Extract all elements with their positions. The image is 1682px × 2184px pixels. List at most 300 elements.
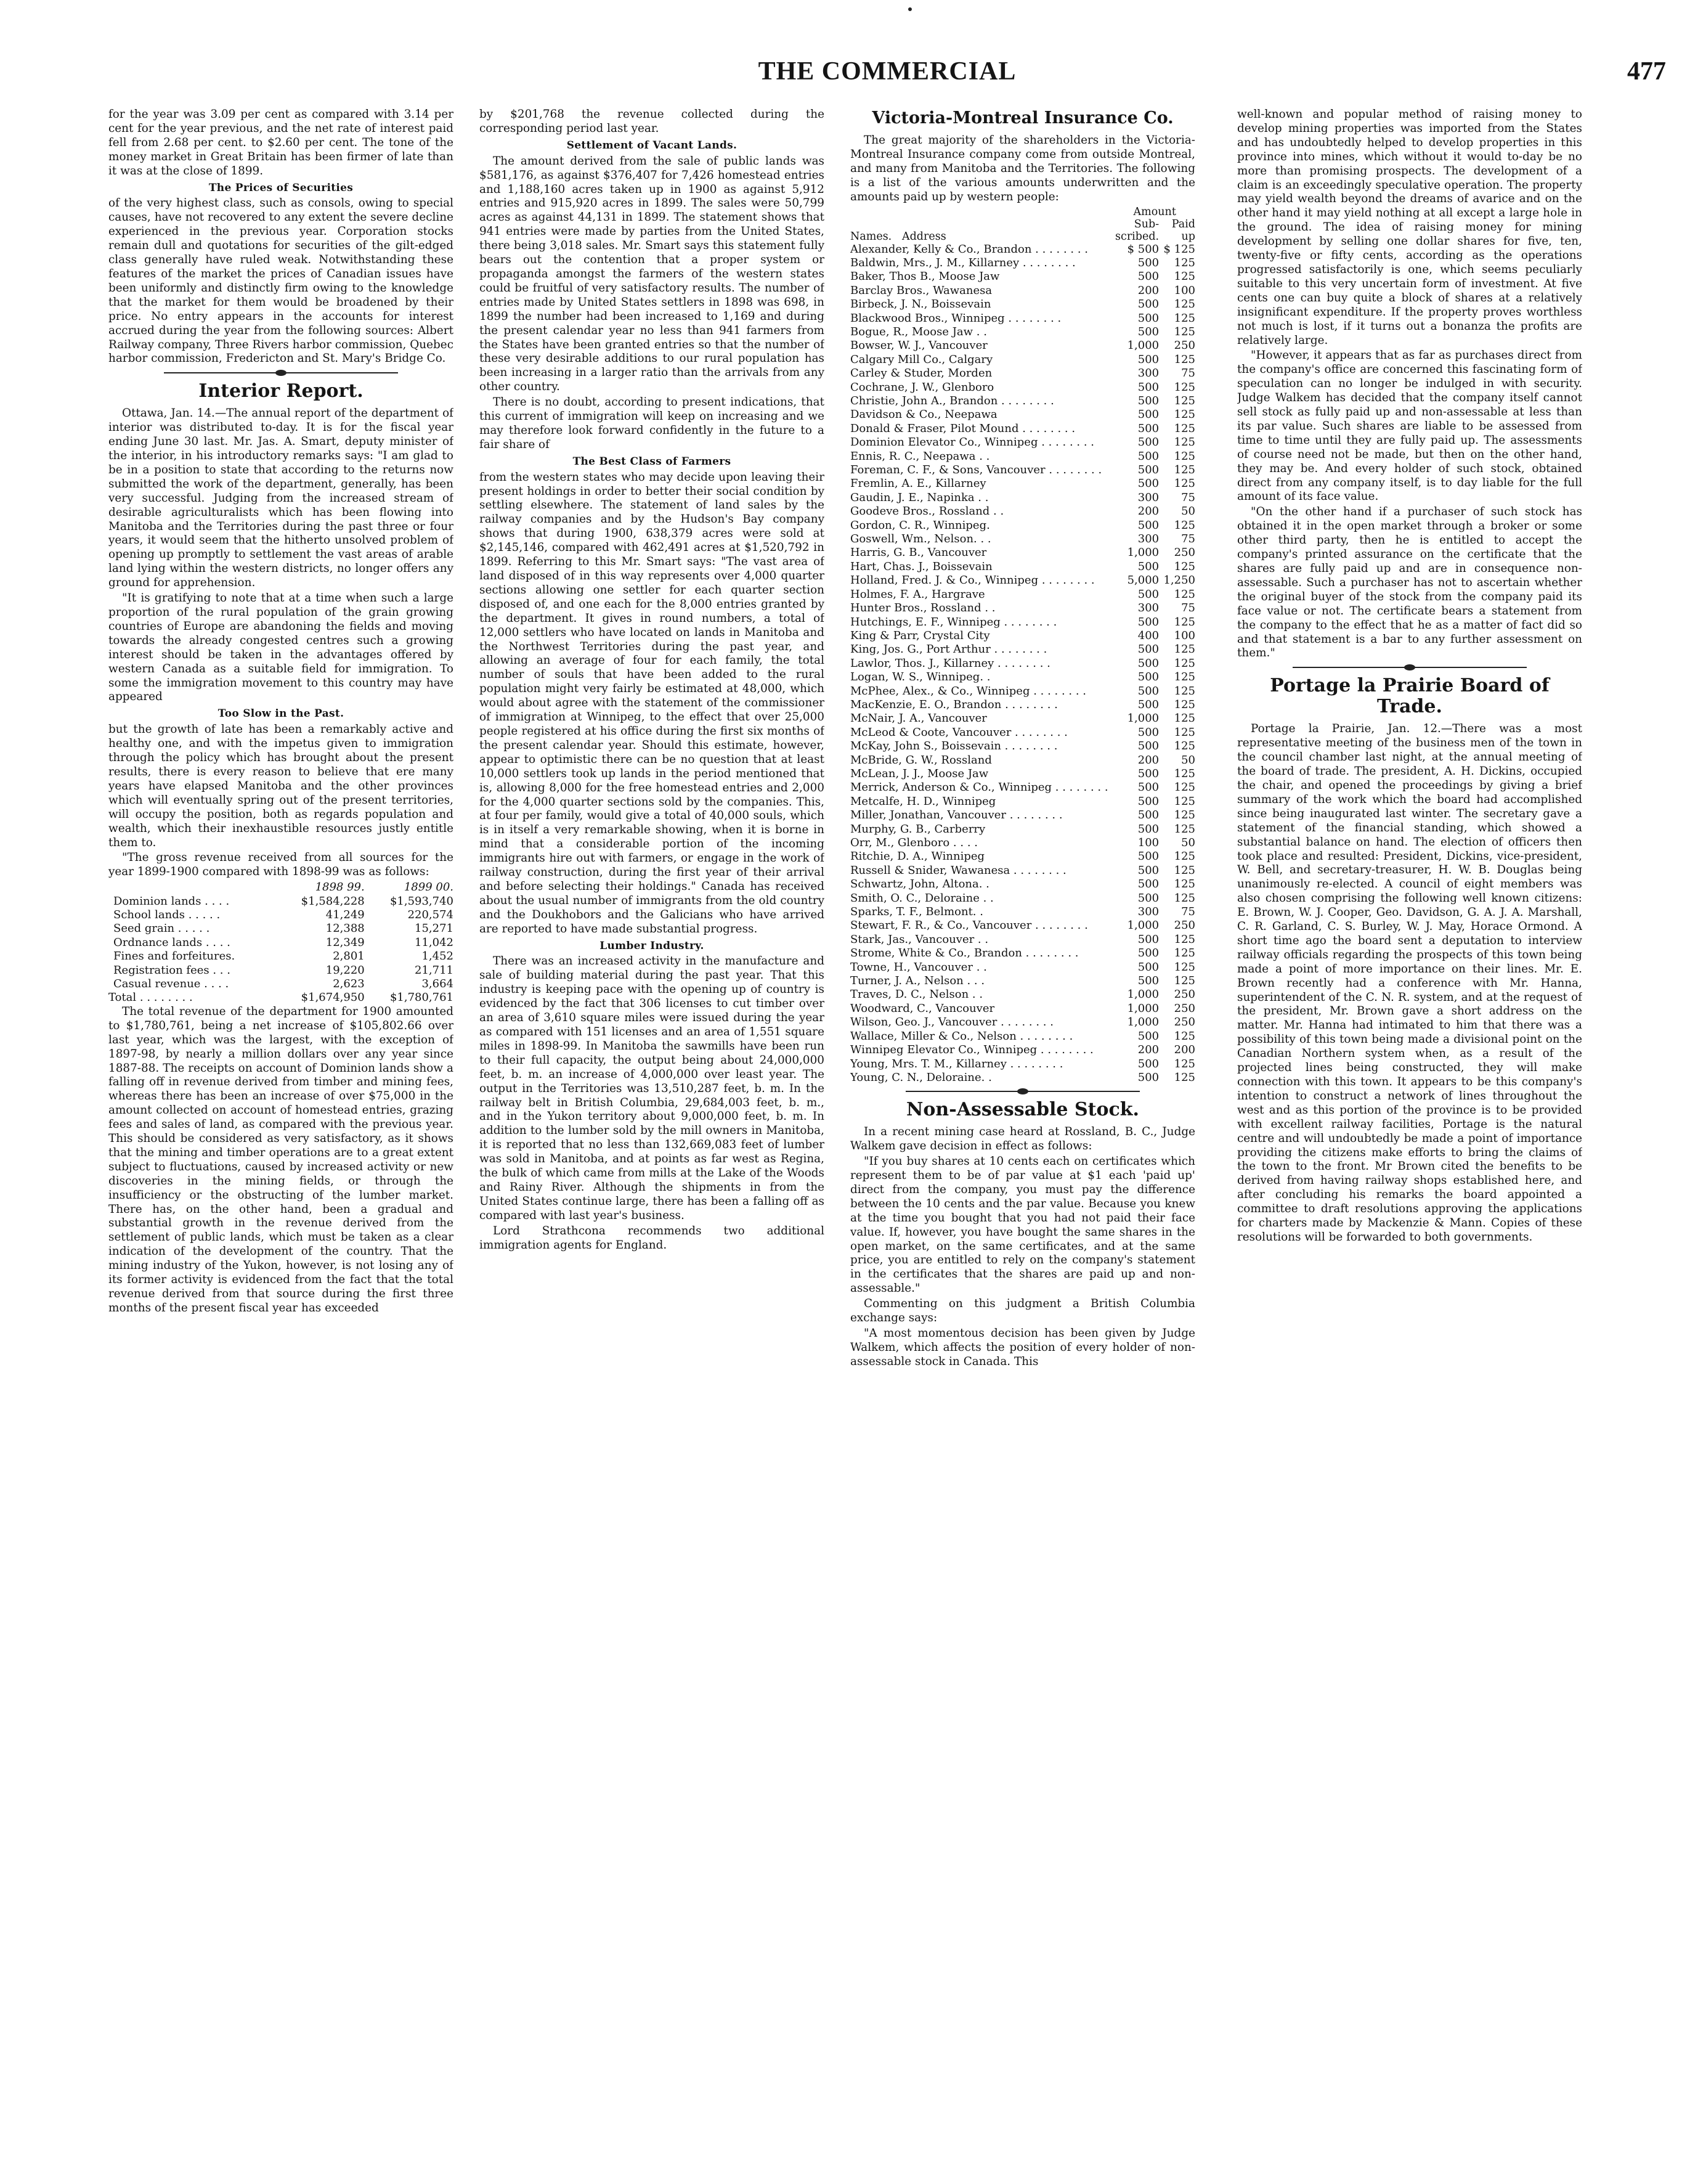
paid-up-amount: 125	[1174, 560, 1195, 573]
shareholder-name: Baldwin, Mrs., J. M., Killarney . . . . . . . .	[850, 256, 1076, 269]
paragraph: Portage la Prairie, Jan. 12.—There was a most representative meeting of the business men of the town in the council chamber last night, at the annual meeting of the board of trade. The president, A. H. Dickins, occupied the chair, and opened the proceedings by giving a brief summary of the work which the board had accomplished since being inaugurated last winter. The secretary gave a statement of the financial standing, which showed a substantial balance on hand. The election of officers then took place and resulted: President, Dickins, vice-president, W. Bell, and secretary-treasurer, H. W. B. Douglas being unanimously re-elected. A council of eight members was also chosen comprising the following well known citizens: E. Brown, W. J. Cooper, Geo. Davidson, G. A. J. A. Marshall, C. R. Garland, C. S. Burley, W. J. May, Horace Ormond. A short time ago the board sent a deputation to interview railway officials regarding the prospects of this town being made a point of more importance on their lines. Mr. E. Brown recently had a conference with Mr. Hanna, superintendent of the C. N. R. system, and at the request of the president, Mr. Brown gave a short address on the matter. Mr. Hanna had intimated to him that there was a possibility of this town being made a divisional point on the Canadian Northern system when, as a result of the projected lines being constructed, they will make connection with this town. It appears to be this company's intention to construct a network of lines throughout the west and as this portion of the province is to be provided with excellent railway facilities, Portage is the natural centre and will undoubtedly be made a point of importance providing the citizens make efforts to bring the claims of the town to the front. Mr Brown cited the benefits to be derived from having railway shops established here, and after concluding his remarks the board appointed a committee to draft resolutions approving the applications for charters made by Mackenzie & Mann. Copies of these resolutions will be forwarded to both governments.	[1237, 722, 1582, 1244]
table-row	[850, 546, 1195, 560]
subscribed-amount: 500	[1137, 1057, 1160, 1070]
shareholder-name: Hutchings, E. F., Winnipeg . . . . . . . .	[850, 615, 1057, 629]
paid-up-amount: 125	[1174, 518, 1195, 532]
paid-up-amount: 50	[1181, 505, 1195, 518]
shareholder-name: Stark, Jas., Vancouver . .	[850, 932, 989, 946]
table-row	[850, 616, 1195, 629]
shareholder-name: Blackwood Bros., Winnipeg . . . . . . . .	[850, 311, 1062, 325]
shareholder-name: Stewart, F. R., & Co., Vancouver . . . . . . . .	[850, 919, 1088, 932]
subscribed-amount: 500	[1137, 1070, 1160, 1084]
subscribed-amount: 500	[1137, 256, 1160, 269]
table-row	[850, 256, 1195, 270]
shareholder-name: Woodward, C., Vancouver	[850, 1001, 995, 1015]
table-row	[850, 988, 1195, 1001]
paid-up-amount: 125	[1174, 463, 1195, 477]
table-header-row	[850, 206, 1195, 218]
table-row	[850, 560, 1195, 574]
paragraph: Ottawa, Jan. 14.—The annual report of the department of interior was distributed to-day. It is for the fiscal year ending June 30 last. Mr. Jas. A. Smart, deputy minister of the interior, in his introductory remarks says: "I am glad to be in a position to state that according to the returns now submitted the work of the department, generally, has been very successful. Judging from the increased stream of desirable agriculturalists which has been flowing into Manitoba and the Territories during the past three or four years, it would seem that the hitherto unsolved problem of opening up promptly to settlement the vast areas of arable land lying within the western districts, no longer offers any ground for apprehension.	[108, 407, 453, 590]
subscribed-amount: 500	[1137, 960, 1160, 974]
table-row	[850, 712, 1195, 725]
row-label: Seed grain . . . . .	[113, 922, 210, 935]
article-headline: Non-Assessable Stock.	[906, 1099, 1139, 1121]
paid-up-amount: 125	[1174, 587, 1195, 601]
table-row	[850, 850, 1195, 863]
paid-up-amount: 125	[1174, 794, 1195, 808]
paid-up-amount: 125	[1174, 298, 1195, 311]
shareholder-name: Murphy, G. B., Carberry	[850, 822, 986, 836]
paid-up-amount: 125	[1174, 615, 1195, 629]
shareholder-name: Lawlor, Thos. J., Killarney . . . . . . . .	[850, 656, 1050, 670]
paragraph: of the very highest class, such as consols, owing to special causes, have not recovered to any extent the severe decline experienced in the previous year. Corporation stocks remain dull and quotations for securities of the gilt-edged class generally have ruled weak. Notwithstanding these features of the market the prices of Canadian issues have been uniformly and distinctly firm owing to the knowledge that the market for them would be broadened by their price. No entry appears in the accounts for interest accrued during the year from the following sources: Albert Railway company, Three Rivers harbor commission, Quebec harbor commission, Fredericton and St. Mary's Bridge Co.	[108, 197, 453, 365]
page-header	[108, 57, 1666, 94]
subscribed-amount: 500	[1137, 394, 1160, 407]
table-row	[108, 936, 453, 950]
paid-up-amount: 125	[1174, 256, 1195, 269]
subscribed-amount: 100	[1137, 836, 1160, 849]
paragraph: "However, it appears that as far as purchases direct from the company's office are concerned this fascinating form of speculation can no longer be indulged in with security. Judge Walkem has decided that the company itself cannot sell stock as fully paid up and non-assessable at less than its par value. Such shares are liable to be assessed from time to time until they are fully paid up. The assessments of course need not be made, but then on the other hand, they may be. And every holder of such stock, obtained direct from any company itself, is to day liable for the full amount of its face value.	[1237, 349, 1582, 503]
cell: 11,042	[415, 935, 453, 949]
cell: 12,349	[325, 935, 365, 949]
shareholder-name: Birbeck, J. N., Boissevain	[850, 298, 991, 311]
table-row	[850, 381, 1195, 394]
paid-up-amount: 125	[1174, 767, 1195, 780]
shareholder-name: Russell & Snider, Wawanesa . . . . . . . .	[850, 863, 1066, 877]
row-label: Casual revenue . . . .	[113, 977, 229, 991]
shareholder-name: Metcalfe, H. D., Winnipeg	[850, 794, 996, 808]
subscribed-amount: 500	[1137, 325, 1160, 338]
subscribed-amount: 300	[1137, 532, 1160, 546]
table-row	[108, 977, 453, 991]
subscribed-amount: 300	[1137, 905, 1160, 919]
subscribed-amount: 500	[1137, 891, 1160, 905]
table-row	[850, 519, 1195, 532]
shareholder-name: McBride, G. W., Rossland	[850, 753, 992, 767]
paid-up-amount: 200	[1174, 1043, 1195, 1057]
subscribed-amount: 1,000	[1127, 339, 1160, 352]
table-row	[850, 919, 1195, 932]
paid-up-amount: 75	[1181, 491, 1195, 504]
subscribed-amount: 500	[1137, 463, 1160, 477]
paid-up-amount: 125	[1174, 809, 1195, 822]
table-row	[850, 643, 1195, 656]
paid-up-amount: 125	[1174, 781, 1195, 794]
shareholder-name: Traves, D. C., Nelson . .	[850, 988, 983, 1001]
subscribed-amount: 500	[1137, 436, 1160, 449]
column-header: up	[1181, 230, 1195, 243]
paragraph: "The gross revenue received from all sources for the year 1899-1900 compared with 1898-99 was as follows:	[108, 851, 453, 879]
table-row	[850, 243, 1195, 256]
paid-up-amount: 75	[1181, 905, 1195, 919]
paid-up-amount: 125	[1174, 436, 1195, 449]
shareholder-name: McLeod & Coote, Vancouver . . . . . . . .	[850, 725, 1068, 739]
shareholder-name: McKay, John S., Boissevain . . . . . . . .	[850, 740, 1058, 753]
table-row	[850, 312, 1195, 325]
table-row	[850, 394, 1195, 408]
table-row	[850, 836, 1195, 850]
row-label: Fines and forfeitures.	[113, 950, 235, 963]
row-label: Registration fees . . .	[113, 963, 230, 977]
subscribed-amount: 500	[1137, 270, 1160, 283]
shareholder-name: Winnipeg Elevator Co., Winnipeg . . . . . . . .	[850, 1043, 1094, 1057]
table-row	[850, 298, 1195, 311]
subscribed-amount: 500	[1137, 422, 1160, 435]
subscribed-amount: 200	[1137, 753, 1160, 767]
table-row	[850, 477, 1195, 491]
paragraph: The amount derived from the sale of public lands was $581,176, as against $376,407 for 7,426 homestead entries and 1,188,160 acres taken up in 1900 as against 5,912 entries and 915,920 acres in 1899. The sales were 50,799 acres as against 44,131 in 1899. The statement shows that 941 entries were made by parties from the United States, there being 3,018 sales. Mr. Smart says this statement fully bears out the contention that a proper system or propaganda amongst the farmers of the western states could be fruitful of very satisfactory results. The number of entries made by United States settlers in 1898 was 698, in 1899 the number had been increased to 1,169 and during the present calendar year no less than 941 farmers from the States have been granted entries so that the number of these very desirable additions to our rural population has been increasing in a larger ratio than the arrivals from any other country.	[479, 154, 824, 394]
column-4	[1237, 108, 1582, 2160]
shareholder-name: Cochrane, J. W., Glenboro	[850, 380, 994, 394]
table-row	[850, 726, 1195, 740]
subscribed-amount: 200	[1137, 505, 1160, 518]
paid-up-amount: 125	[1174, 822, 1195, 836]
table-row	[850, 864, 1195, 878]
table-row	[850, 284, 1195, 298]
article-headline: Interior Report.	[198, 380, 364, 402]
table-header-row	[108, 881, 453, 894]
table-row	[850, 685, 1195, 698]
subheading: Lumber Industry.	[599, 939, 704, 952]
shareholder-name: Fremlin, A. E., Killarney	[850, 477, 986, 491]
shareholder-name: MacKenzie, E. O., Brandon . . . . . . . .	[850, 698, 1058, 711]
table-body	[850, 243, 1195, 1085]
paragraph: "If you buy shares at 10 cents each on certificates which represent them to be of par value at $1 each 'paid up' direct from the company, you must pay the difference between the 10 cents and the par value. Because you knew at the time you bought that you had not paid their face value. If, however, you have bought the same shares in the open market, on the same certificates, and at the same price, you are entitled to rely on the company's statement in the certificates that the shares are paid up and non-assessable."	[850, 1155, 1195, 1295]
table-row	[850, 450, 1195, 463]
column-3	[850, 108, 1195, 2160]
subscribed-amount: 500	[1137, 794, 1160, 808]
table-row	[850, 325, 1195, 339]
subscribed-amount: 300	[1137, 601, 1160, 615]
table-row	[850, 629, 1195, 643]
subscribed-amount: 500	[1137, 863, 1160, 877]
table-row	[850, 574, 1195, 587]
table-total-row	[108, 991, 453, 1004]
cell: $1,780,761	[389, 991, 453, 1004]
shareholder-name: McPhee, Alex., & Co., Winnipeg . . . . . . . .	[850, 684, 1087, 698]
table-row	[850, 878, 1195, 891]
cell: 1,452	[421, 950, 453, 963]
shareholder-name: Davidson & Co., Neepawa	[850, 408, 997, 422]
shareholder-name: King & Parr, Crystal City	[850, 629, 990, 642]
shareholder-name: Bogue, R., Moose Jaw . .	[850, 325, 987, 338]
stray-dot	[908, 7, 912, 11]
shareholder-name: Ennis, R. C., Neepawa . .	[850, 449, 990, 463]
row-label: Dominion lands . . . .	[113, 894, 230, 908]
table-row	[108, 908, 453, 922]
shareholder-name: Miller, Jonathan, Vancouver . . . . . . . .	[850, 809, 1063, 822]
shareholder-name: Holland, Fred. J. & Co., Winnipeg . . . . . . . .	[850, 574, 1095, 587]
shareholder-name: McNair, J. A., Vancouver	[850, 712, 987, 725]
table-row	[108, 895, 453, 908]
table-row	[850, 795, 1195, 809]
subscribed-amount: 200	[1137, 1043, 1160, 1057]
paid-up-amount: 250	[1174, 546, 1195, 560]
shareholder-name: Baker, Thos B., Moose Jaw	[850, 270, 1000, 283]
table-row	[850, 436, 1195, 449]
table-row	[108, 922, 453, 935]
table-row	[850, 947, 1195, 960]
subscribed-amount: 500	[1137, 822, 1160, 836]
paragraph: but the growth of late has been a remarkably active and healthy one, and with the impetus given to immigration through the policy which has brought about the present results, there is every reason to believe that ere many years have elapsed Manitoba and the other provinces which will eventually spring out of the present territories, will occupy the position, both as regards population and wealth, which their inexhaustible resources justly entitle them to.	[108, 723, 453, 849]
subscribed-amount: 500	[1137, 974, 1160, 988]
table-row	[850, 1043, 1195, 1057]
table-row	[850, 532, 1195, 546]
table-row	[850, 961, 1195, 974]
subscribed-amount: 500	[1137, 449, 1160, 463]
paragraph: There is no doubt, according to present indications, that this current of immigration will keep on increasing and we may therefore look forward confidently in the future to a fair share of	[479, 396, 824, 451]
subscribed-amount: 500	[1137, 740, 1160, 753]
table-row	[850, 698, 1195, 712]
shareholder-name: Alexander, Kelly & Co., Brandon . . . . . . . .	[850, 242, 1089, 256]
paragraph: by $201,768 the revenue collected during the corresponding period last year.	[479, 108, 824, 135]
shareholder-name: Calgary Mill Co., Calgary	[850, 352, 993, 366]
subscribed-amount: 500	[1137, 560, 1160, 573]
shareholder-name: Harris, G. B., Vancouver	[850, 546, 987, 560]
shareholder-name: Turner, J. A., Nelson . . .	[850, 974, 985, 988]
shareholder-name: Bowser, W. J., Vancouver	[850, 339, 988, 352]
paid-up-amount: 125	[1174, 684, 1195, 698]
paid-up-amount: 125	[1174, 1070, 1195, 1084]
subscribed-amount: 500	[1137, 298, 1160, 311]
cell: 2,623	[333, 977, 365, 991]
table-row	[850, 754, 1195, 767]
subscribed-amount: 500	[1137, 932, 1160, 946]
subscribed-amount: 500	[1137, 380, 1160, 394]
cell: 15,271	[415, 922, 453, 935]
paragraph: The total revenue of the department for 1900 amounted to $1,780,761, being a net increase of $105,802.66 over last year, which was the largest, with the exception of 1897-98, by nearly a million dollars over any year since 1887-88. The receipts on account of Dominion lands show a falling off in revenue derived from timber and mining fees, whereas there has been an increase of over $75,000 in the amount collected on account of homestead entries, grazing fees and sales of land, as compared with the previous year. This should be considered as very satisfactory, as it shows that the mining and timber operations are to a great extent subject to fluctuations, caused by increased activity or new discoveries in the mining fields, or through the insufficiency or the obstructing of the lumber market. There has, on the other hand, been a gradual and substantial growth in the revenue derived from the settlement of public lands, which must be taken as a clear indication of the development of the country. That the mining industry of the Yukon, however, is not losing any of its former activity is evidenced from the fact that the total revenue derived from that source during the first three months of the present fiscal year has exceeded	[108, 1004, 453, 1314]
paid-up-amount: 125	[1174, 863, 1195, 877]
shareholder-name: McLean, J. J., Moose Jaw	[850, 767, 989, 780]
table-row	[850, 367, 1195, 380]
paid-up-amount: 125	[1174, 449, 1195, 463]
paid-up-amount: 125	[1174, 670, 1195, 684]
paid-up-amount: 250	[1174, 339, 1195, 352]
table-row	[850, 1016, 1195, 1029]
shareholder-name: Schwartz, John, Altona. .	[850, 878, 989, 891]
paragraph: The great majority of the shareholders in the Victoria-Montreal Insurance company come from outside Montreal, and many from Manitoba and the Territories. The following is a list of the various amounts underwritten and the amounts paid up by western people:	[850, 134, 1195, 203]
subscribed-amount: 500	[1137, 878, 1160, 891]
revenue-table	[108, 881, 453, 1005]
row-label: Total . . . . . . . .	[108, 991, 193, 1004]
subscribed-amount: 200	[1137, 283, 1160, 297]
table-row	[850, 905, 1195, 919]
page-number: 477	[1627, 57, 1666, 86]
paid-up-amount: 125	[1174, 380, 1195, 394]
table-row	[850, 339, 1195, 352]
paragraph: Lord Strathcona recommends two additional immigration agents for England.	[479, 1224, 824, 1252]
column-header: 1898 99.	[315, 881, 365, 894]
table-row	[850, 823, 1195, 836]
paid-up-amount: 75	[1181, 532, 1195, 546]
shareholder-name: Orr, M., Glenboro . . . .	[850, 836, 978, 849]
subscribed-amount: 500	[1137, 615, 1160, 629]
paid-up-amount: 75	[1181, 601, 1195, 615]
subscribed-amount: 1,000	[1127, 1001, 1160, 1015]
paid-up-amount: 1,250	[1163, 574, 1195, 587]
table-row	[850, 933, 1195, 947]
shareholder-name: Foreman, C. F., & Sons, Vancouver . . . . . . . .	[850, 463, 1102, 477]
paid-up-amount: 250	[1174, 1001, 1195, 1015]
shareholder-name: King, Jos. G., Port Arthur . . . . . . . .	[850, 643, 1047, 656]
column-header: 1899 00.	[404, 881, 453, 894]
subscribed-amount: 500	[1137, 698, 1160, 711]
table-row	[850, 809, 1195, 822]
paragraph: "A most momentous decision has been given by Judge Walkem, which affects the position of every holder of non-assessable stock in Canada. This	[850, 1327, 1195, 1368]
subscribed-amount: 1,000	[1127, 919, 1160, 932]
table-row	[108, 964, 453, 977]
subscribed-amount: 500	[1137, 725, 1160, 739]
subscribed-amount: 500	[1137, 643, 1160, 656]
shareholder-name: Wilson, Geo. J., Vancouver . . . . . . . .	[850, 1016, 1054, 1029]
shareholder-name: Goodeve Bros., Rossland . .	[850, 505, 1004, 518]
masthead-title: THE COMMERCIAL	[758, 57, 1017, 86]
shareholder-name: Holmes, F. A., Hargrave	[850, 587, 985, 601]
table-row	[850, 1030, 1195, 1043]
table-row	[850, 588, 1195, 601]
paragraph: There was an increased activity in the manufacture and sale of building material during the past year. That this industry is keeping pace with the opening up of country is evidenced by the fact that 306 licenses to cut timber over an area of 3,610 square miles were issued during the year as compared with 151 licenses and an area of 1,551 square miles in 1898-99. In Manitoba the sawmills have been run to their full capacity, the output being about 24,000,000 feet, b. m. an increase of 4,000,000 over least year. The output in the Territories was 13,510,287 feet, b. m. In the railway belt in British Columbia, 29,684,003 feet, b. m., and in the Yukon territory about 9,000,000 feet, b. m. In addition to the lumber sold by the mill owners in Manitoba, it is reported that no less than 132,669,083 feet of lumber was sold in Manitoba, and at points as far west as Regina, the bulk of which came from mills at the Lake of the Woods and Rainy River. Although the shipments in from the United States continue large, there has been a falling off as compared with last year's business.	[479, 955, 824, 1222]
column-header: scribed.	[1115, 230, 1160, 243]
subscribed-amount: 500	[1137, 767, 1160, 780]
paragraph: "It is gratifying to note that at a time when such a large proportion of the rural population of the grain growing countries of Europe are abandoning the fields and moving towards the already congested centres such a growing interest should be taken in the advantages offered by western Canada as a suitable field for immigration. To some the immigration movement to this country may have appeared	[108, 592, 453, 704]
paragraph: In a recent mining case heard at Rossland, B. C., Judge Walkem gave decision in effect as follows:	[850, 1125, 1195, 1153]
table-row	[850, 1071, 1195, 1085]
subscribed-amount: 500	[1137, 781, 1160, 794]
table-row	[850, 657, 1195, 670]
paid-up-amount: 125	[1174, 932, 1195, 946]
subheading: The Prices of Securities	[208, 181, 354, 194]
paragraph: from the western states who may decide upon leaving their present holdings in order to better their social condition by settling elsewhere. The statement of land sales by the railway companies and by the Hudson's Bay company shows that during 1900, 638,379 acres were sold at $2,145,146, compared with 462,491 acres at $1,520,792 in 1899. Referring to this Mr. Smart says: "The vast area of land disposed of in this way represents over 4,000 quarter sections allowing one settler for each quarter section disposed of, and one each for the 8,000 entries granted by the department. It gives in round numbers, a total of 12,000 settlers who have located on lands in Manitoba and the Northwest Territories during the past year, and allowing an average of four for each family, the total number of souls that have been added to the rural population might very fairly be estimated at 48,000, which would about agree with the statement of the commissioner of immigration at Winnipeg, to the effect that over 25,000 people registered at his office during the first six months of the present calendar year. Should this estimate, however, appear to optimistic there can be no question that at least 10,000 settlers took up lands in the period mentioned that is, allowing 8,000 for the free homestead entries and 2,000 for the 4,000 quarter sections sold by the companies. This, at four per family, would give a total of 40,000 souls, which is in itself a very remarkable showing, when it is borne in mind that a considerable portion of the incoming immigrants hire out with farmers, or engage in the work of railway construction, during the first year of their arrival and before selecting their holdings." Canada has received about the usual number of immigrants from the old country and the Doukhobors and the Galicians who have arrived are reported to have made substantial progress.	[479, 470, 824, 935]
shareholder-name: Wallace, Miller & Co., Nelson . . . . . . . .	[850, 1029, 1073, 1043]
row-label: School lands . . . . .	[113, 908, 221, 922]
shareholder-name: Christie, John A., Brandon . . . . . . . .	[850, 394, 1054, 407]
paid-up-amount: 250	[1174, 988, 1195, 1001]
cell: 3,664	[421, 977, 453, 991]
table-row	[850, 781, 1195, 794]
table-row	[850, 353, 1195, 367]
shareholder-name: Logan, W. S., Winnipeg. .	[850, 670, 991, 684]
paid-up-amount: 125	[1174, 850, 1195, 863]
shareholder-name: Merrick, Anderson & Co., Winnipeg . . . . . . . .	[850, 781, 1108, 794]
cell: 19,220	[325, 963, 365, 977]
shareholder-name: Gaudin, J. E., Napinka . .	[850, 491, 989, 504]
shareholder-name: Young, C. N., Deloraine. .	[850, 1070, 992, 1084]
paid-up-amount: 250	[1174, 919, 1195, 932]
subscribed-amount: 1,000	[1127, 988, 1160, 1001]
paid-up-amount: 50	[1181, 836, 1195, 849]
table-row	[850, 1057, 1195, 1071]
table-row	[850, 767, 1195, 781]
subscribed-amount: 500	[1137, 947, 1160, 960]
shareholder-name: Hart, Chas. J., Boissevain	[850, 560, 993, 573]
paragraph: Commenting on this judgment a British Columbia exchange says:	[850, 1297, 1195, 1325]
paid-up-amount: 125	[1174, 311, 1195, 325]
shareholder-name: Smith, O. C., Deloraine . .	[850, 891, 994, 905]
subscribed-amount: 300	[1137, 367, 1160, 380]
table-row	[850, 408, 1195, 422]
column-header: Address	[901, 230, 946, 243]
shareholder-name: Barclay Bros., Wawanesa	[850, 283, 993, 297]
table-row	[850, 422, 1195, 436]
table-row	[850, 740, 1195, 753]
cell: $1,584,228	[301, 894, 365, 908]
paragraph: well-known and popular method of raising money to develop mining properties was imported from the States and has undoubtedly helped to develop properties in this province into mines, which without it would to-day be no more than promising prospects. The development of a claim is an exceedingly speculative operation. The property may yield wealth beyond the dreams of avarice and on the other hand it may yield nothing at all except a large hole in the ground. The idea of raising money for mining development by selling one dollar shares for five, ten, twenty-five or fifty cents, according as the operations progressed satisfactorily is one, which seems peculiarly suitable to this very uncertain form of investment. At five cents one can buy quite a block of shares at a relatively insignificant expenditure. If the property proves worthless not much is lost, if it turns out a bonanza the profits are relatively large.	[1237, 108, 1582, 347]
paid-up-amount: 125	[1174, 974, 1195, 988]
subscribed-amount: 500	[1137, 311, 1160, 325]
paid-up-amount: $ 125	[1163, 242, 1195, 256]
paid-up-amount: 125	[1174, 878, 1195, 891]
shareholder-name: Goswell, Wm., Nelson. . .	[850, 532, 991, 546]
shareholder-name: Dominion Elevator Co., Winnipeg . . . . . . . .	[850, 436, 1095, 449]
shareholder-name: Ritchie, D. A., Winnipeg	[850, 850, 985, 863]
subheading: The Best Class of Farmers	[572, 455, 731, 468]
table-row	[850, 601, 1195, 615]
subscribed-amount: 1,000	[1127, 1016, 1160, 1029]
table-row	[108, 950, 453, 963]
subscribed-amount: 500	[1137, 587, 1160, 601]
table-row	[850, 892, 1195, 905]
column-header: Names.	[850, 230, 892, 243]
subscribed-amount: 500	[1137, 1029, 1160, 1043]
subscribed-amount: 500	[1137, 408, 1160, 422]
row-label: Ordnance lands . . . .	[113, 935, 230, 949]
shareholder-name: Strome, White & Co., Brandon . . . . . . . .	[850, 947, 1079, 960]
cell: 220,574	[407, 908, 453, 922]
table-row	[850, 670, 1195, 684]
subscribed-amount: 5,000	[1127, 574, 1160, 587]
shareholder-name: Hunter Bros., Rossland . .	[850, 601, 996, 615]
paid-up-amount: 125	[1174, 1057, 1195, 1070]
shareholder-name: Gordon, C. R., Winnipeg.	[850, 518, 990, 532]
subscribed-amount: 500	[1137, 684, 1160, 698]
paid-up-amount: 125	[1174, 477, 1195, 491]
paid-up-amount: 50	[1181, 753, 1195, 767]
subscribed-amount: 500	[1137, 670, 1160, 684]
subscribed-amount: $ 500	[1127, 242, 1160, 256]
table-row	[850, 1002, 1195, 1016]
paid-up-amount: 125	[1174, 947, 1195, 960]
paid-up-amount: 125	[1174, 740, 1195, 753]
paid-up-amount: 125	[1174, 725, 1195, 739]
paid-up-amount: 100	[1174, 629, 1195, 642]
article-headline: Victoria-Montreal Insurance Co.	[872, 108, 1174, 128]
paid-up-amount: 125	[1174, 712, 1195, 725]
paid-up-amount: 125	[1174, 270, 1195, 283]
paid-up-amount: 125	[1174, 422, 1195, 435]
subscribed-amount: 500	[1137, 477, 1160, 491]
cell: 21,711	[415, 963, 453, 977]
article-headline: Portage la Prairie Board of Trade.	[1270, 675, 1550, 718]
subscribed-amount: 1,000	[1127, 712, 1160, 725]
cell: $1,593,740	[389, 894, 453, 908]
cell: 12,388	[325, 922, 365, 935]
paid-up-amount: 75	[1181, 367, 1195, 380]
column-header: Paid	[1171, 218, 1195, 230]
paid-up-amount: 250	[1174, 1016, 1195, 1029]
paid-up-amount: 125	[1174, 891, 1195, 905]
paid-up-amount: 125	[1174, 408, 1195, 422]
subscribed-amount: 500	[1137, 850, 1160, 863]
cell: 2,801	[333, 950, 365, 963]
shareholder-name: Carley & Studer, Morden	[850, 367, 993, 380]
column-1	[108, 108, 453, 2160]
table-row	[850, 974, 1195, 988]
table-row	[850, 270, 1195, 283]
shareholder-name: Donald & Fraser, Pilot Mound . . . . . . . .	[850, 422, 1076, 435]
table-header-row	[850, 218, 1195, 230]
paid-up-amount: 125	[1174, 325, 1195, 338]
paid-up-amount: 100	[1174, 283, 1195, 297]
